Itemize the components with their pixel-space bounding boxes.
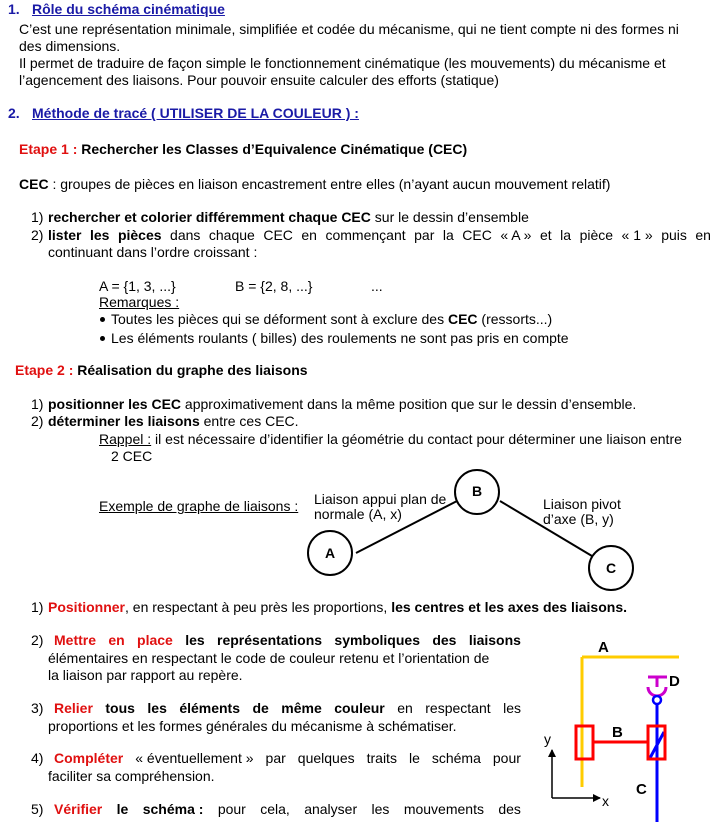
word: des: [498, 801, 521, 817]
word: les: [371, 801, 390, 817]
word: « 1 »: [621, 227, 653, 243]
section1-number: 1.: [8, 1, 20, 17]
word: dans: [170, 227, 201, 243]
word: Vérifier: [54, 801, 103, 817]
cec-definition: [19, 176, 610, 193]
step1-bold: les centres et les axes des liaisons.: [391, 599, 627, 615]
rappel-text: il est nécessaire d’identifier la géométrie du contact pour déterminer une liaison entre: [151, 431, 682, 447]
etape2-item1-num: 1): [31, 396, 44, 412]
link-bc-label-2: d’axe (B, y): [543, 511, 614, 527]
etape1-item1: [48, 209, 529, 226]
step3-line2: proportions et les formes générales du mécanisme à schématiser.: [48, 718, 457, 734]
rappel: [99, 431, 682, 448]
word: en: [108, 632, 125, 648]
step1-num: 1): [31, 599, 44, 615]
step2-num: 2): [31, 632, 44, 648]
section2-number: 2.: [8, 105, 20, 121]
schema-b-slider: [576, 726, 593, 759]
etape2-item2-rest: entre ces CEC.: [199, 413, 299, 429]
word: les: [147, 700, 167, 716]
word: symboliques: [334, 632, 420, 648]
step2-line3: la liaison par rapport au repère.: [48, 667, 243, 683]
rappel-label: Rappel :: [99, 431, 152, 447]
word: lister: [48, 227, 82, 243]
remark1: [111, 311, 552, 328]
word: le: [408, 750, 420, 766]
etape1-item2-line1: [48, 227, 711, 244]
etape2-item2-num: 2): [31, 413, 44, 429]
word: la: [442, 227, 454, 243]
step2-line1: [54, 632, 521, 649]
word: « éventuellement »: [135, 750, 254, 766]
example-label: Exemple de graphe de liaisons :: [99, 498, 299, 514]
word: CEC: [263, 227, 293, 243]
graph-node-a-label: A: [324, 545, 336, 561]
etape2-item1-rest: approximativement dans la même position que sur le dessin d’ensemble.: [181, 396, 637, 412]
word: Relier: [54, 700, 93, 716]
section1-line3: Il permet de traduire de façon simple le fonctionnement cinématique (les mouvements) du mécanisme et: [19, 55, 666, 71]
link-ab-label-2: normale (A, x): [314, 506, 402, 522]
word: schéma :: [142, 801, 204, 817]
word: les: [89, 227, 110, 243]
word: le: [116, 801, 129, 817]
etape2-item1-bold: positionner les CEC: [48, 396, 182, 412]
word: les: [503, 700, 521, 716]
word: puis: [661, 227, 687, 243]
section1-line1: C’est une représentation minimale, simplifiée et codée du mécanisme, qui ne tient compte ni des formes ni: [19, 21, 679, 37]
word: liaisons: [468, 632, 521, 648]
section1-line2: des dimensions.: [19, 38, 121, 54]
word: mouvements: [403, 801, 484, 817]
etape1-item2-num: 2): [31, 227, 44, 243]
step4-line1: [54, 750, 521, 767]
word: analyser: [304, 801, 358, 817]
remark1-bold: CEC: [447, 311, 478, 327]
word: chaque: [208, 227, 255, 243]
word: quelques: [297, 750, 355, 766]
word: tous: [105, 700, 135, 716]
etape1-item2-line2: continuant dans l’ordre croissant :: [48, 244, 258, 260]
step3-line1: [54, 700, 521, 717]
etape2-item2-bold: déterminer les liaisons: [48, 413, 200, 429]
step4-line2: faciliter sa compréhension.: [48, 768, 215, 784]
word: éléments: [179, 700, 241, 716]
schema-c-ball: [653, 696, 661, 704]
word: la: [560, 227, 572, 243]
axis-x-arrow-icon: [593, 794, 601, 802]
schema-label-d: D: [669, 673, 680, 690]
schema-label-b: B: [612, 724, 623, 741]
bullet-icon: [100, 317, 105, 322]
schema-label-c: C: [636, 781, 647, 798]
etape2-item2: [48, 413, 299, 430]
step3-num: 3): [31, 700, 44, 716]
word: schéma: [431, 750, 481, 766]
cec-term: CEC: [19, 176, 49, 192]
word: « A »: [500, 227, 532, 243]
word: Compléter: [54, 750, 124, 766]
etape1-title: Rechercher les Classes d’Equivalence Cinématique (CEC): [77, 141, 468, 157]
remarks-label: Remarques :: [99, 294, 180, 310]
set-b: B = {2, 8, ...}: [235, 278, 313, 294]
word: en: [397, 700, 413, 716]
section2-title: Méthode de tracé ( UTILISER DE LA COULEUR ) :: [32, 105, 359, 121]
word: pièce: [579, 227, 614, 243]
word: Mettre: [54, 632, 97, 648]
word: pour: [217, 801, 246, 817]
word: représentations: [217, 632, 323, 648]
graph-node-b-label: B: [471, 483, 483, 499]
word: pour: [492, 750, 521, 766]
word: les: [185, 632, 205, 648]
step2-line2: élémentaires en respectant le code de couleur retenu et l’orientation de: [48, 650, 490, 666]
word: couleur: [334, 700, 385, 716]
step1-red: Positionner: [48, 599, 126, 615]
section1-line4: l’agencement des liaisons. Pour pouvoir ensuite calculer des efforts (statique): [19, 72, 499, 88]
etape2-heading: [15, 362, 308, 379]
remark2: Les éléments roulants ( billes) des roulements ne sont pas pris en compte: [111, 330, 569, 346]
word: en: [695, 227, 711, 243]
step1-mid: , en respectant à peu près les proportions,: [125, 599, 392, 615]
word: de: [252, 700, 269, 716]
cec-def: : groupes de pièces en liaison encastrement entre elles (n’ayant aucun mouvement relatif): [48, 176, 611, 192]
etape1-item1-num: 1): [31, 209, 44, 225]
word: même: [281, 700, 322, 716]
word: par: [414, 227, 435, 243]
etape1-item1-rest: sur le dessin d’ensemble: [370, 209, 529, 225]
bullet-icon: [100, 336, 105, 341]
rappel-text-2: 2 CEC: [111, 448, 153, 464]
word: cela,: [260, 801, 290, 817]
etape2-label: Etape 2 :: [15, 362, 74, 378]
step4-num: 4): [31, 750, 44, 766]
word: traits: [366, 750, 397, 766]
etape1-label: Etape 1 :: [19, 141, 78, 157]
step5-line1: [54, 801, 521, 818]
remark1-pre: Toutes les pièces qui se déforment sont à exclure des: [111, 311, 448, 327]
step1: [48, 599, 627, 616]
remark1-post: (ressorts...): [477, 311, 553, 327]
kinematic-schema: [530, 630, 716, 822]
section1-title: Rôle du schéma cinématique: [32, 1, 225, 17]
link-ab-label-1: Liaison appui plan de: [314, 491, 447, 507]
axis-y-label: y: [544, 731, 551, 747]
etape1-heading: [19, 141, 467, 158]
etape1-item1-bold: rechercher et colorier différemment chaque CEC: [48, 209, 371, 225]
word: CEC: [462, 227, 492, 243]
link-bc-label-1: Liaison pivot: [543, 496, 621, 512]
set-a: A = {1, 3, ...}: [99, 278, 176, 294]
axis-x-label: x: [602, 793, 609, 809]
word: commençant: [325, 227, 406, 243]
word: des: [432, 632, 457, 648]
word: place: [137, 632, 173, 648]
word: pièces: [117, 227, 162, 243]
etape2-item1: [48, 396, 636, 413]
step5-num: 5): [31, 801, 44, 817]
word: par: [265, 750, 286, 766]
schema-d-cup: [648, 687, 666, 696]
word: en: [301, 227, 317, 243]
set-etc: ...: [371, 278, 383, 294]
liaison-graph: [300, 462, 650, 592]
graph-node-c-label: C: [605, 560, 617, 576]
schema-label-a: A: [598, 639, 609, 656]
word: et: [539, 227, 552, 243]
axis-y-arrow-icon: [548, 749, 556, 757]
word: respectant: [425, 700, 491, 716]
etape2-title: Réalisation du graphe des liaisons: [73, 362, 308, 378]
